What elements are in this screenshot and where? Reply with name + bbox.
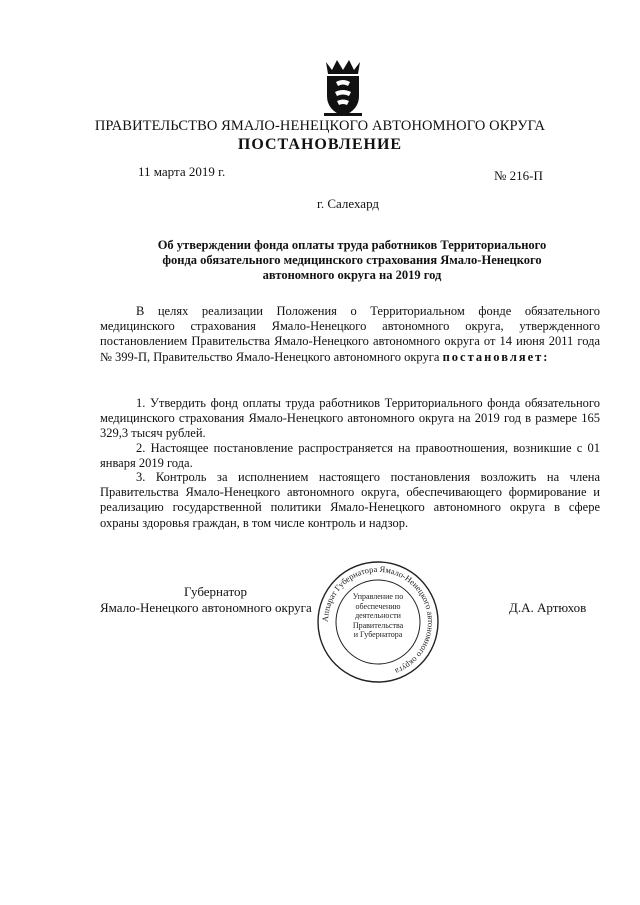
item-3: [100, 470, 600, 531]
yamal-coat-of-arms-icon: [318, 56, 368, 120]
item-1: [100, 396, 600, 442]
decree-word: постановляет:: [442, 349, 550, 364]
stamp-line: Правительства: [352, 620, 404, 630]
item-2: [100, 441, 600, 471]
document-type: ПОСТАНОВЛЕНИЕ: [237, 136, 403, 153]
heading-line: фонда обязательного медицинского страхования Ямало-Ненецкого: [162, 253, 542, 267]
signatory-title: Губернатор: [184, 584, 247, 599]
stamp-line: Управление по: [352, 592, 404, 601]
intro-paragraph: [100, 304, 600, 365]
signatory-org: Ямало-Ненецкого автономного округа: [100, 600, 312, 615]
stamp-line: и Губернатора: [353, 630, 403, 639]
stamp-inner-text: [340, 592, 416, 640]
stamp-line: деятельности: [355, 611, 401, 620]
decree-date: 11 марта 2019 г.: [138, 164, 226, 179]
decree-heading: [112, 238, 592, 283]
item-1-text: 1. Утвердить фонд оплаты труда работников Территориального фонда обязательного медицинского страхования Ямало-Ненецкого автономного округа на 2019 год в размере 165 329,3 тысяч рублей.: [100, 396, 600, 441]
signatory-name: Д.А. Артюхов: [509, 600, 587, 615]
stamp-outer-text: Аппарат Губернатора Ямало-Ненецкого автономного округа: [319, 563, 437, 677]
decree-number: № 216-П: [494, 168, 543, 183]
stamp-line: обеспечению: [355, 601, 401, 611]
intro-text: В целях реализации Положения о Территориальном фонде обязательного медицинского страхования Ямало-Ненецкого автономного округа, утвержденного постановлением Правительства Ямало-Ненецкого автономного округа от 14 июня 2011 года № 399-П, Правительство Ямало-Ненецкого автономного округа: [100, 304, 600, 364]
item-3-text: 3. Контроль за исполнением настоящего постановления возложить на члена Правительства Ямало-Ненецкого автономного округа, обеспечивающего формирование и реализацию государственной политики Ямало-Ненецкого автономного округа в сфере охраны здоровья граждан, в том числе контроль и надзор.: [100, 470, 600, 530]
city: г. Салехард: [316, 196, 380, 211]
heading-line: Об утверждении фонда оплаты труда работников Территориального: [157, 238, 547, 252]
government-name: ПРАВИТЕЛЬСТВО ЯМАЛО-НЕНЕЦКОГО АВТОНОМНОГО ОКРУГА: [94, 118, 546, 134]
heading-line: автономного округа на 2019 год: [262, 268, 442, 282]
item-2-text: 2. Настоящее постановление распространяется на правоотношения, возникшие с 01 января 2019 года.: [100, 441, 600, 471]
